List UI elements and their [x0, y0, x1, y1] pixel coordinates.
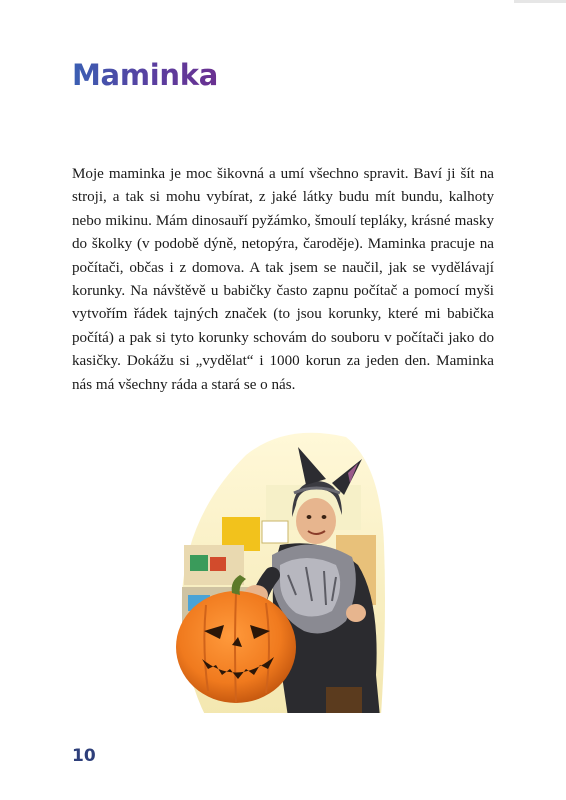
page-number: 10 [72, 746, 96, 766]
body-paragraph: Moje maminka je moc šikovná a umí všechno spravit. Baví ji šít na stroji, a tak si mohu vybírat, z jaké látky budu mít bundu, kalhoty nebo mikinu. Mám dinosauří pyžámko, šmoulí tepláky, krásné masky do školky (v podobě dýně, netopýra, čaroděje). Maminka pracuje na počítači, občas i z domova. A tak jsem se naučil, jak se vydělávají korunky. Na návštěvě u babičky často zapnu počítač a pomocí myši vytvořím řádek tajných značek (to jsou korunky, které mi babička počítá) a pak si tyto korunky schovám do souboru v počítači jako do kasičky. Dokážu si „vydělat“ i 1000 korun za jeden den. Maminka nás má všechny ráda a stará se o nás. [72, 166, 494, 393]
page-corner-mark [514, 0, 566, 3]
halloween-photo [176, 425, 388, 725]
page-title: Maminka [72, 58, 218, 92]
